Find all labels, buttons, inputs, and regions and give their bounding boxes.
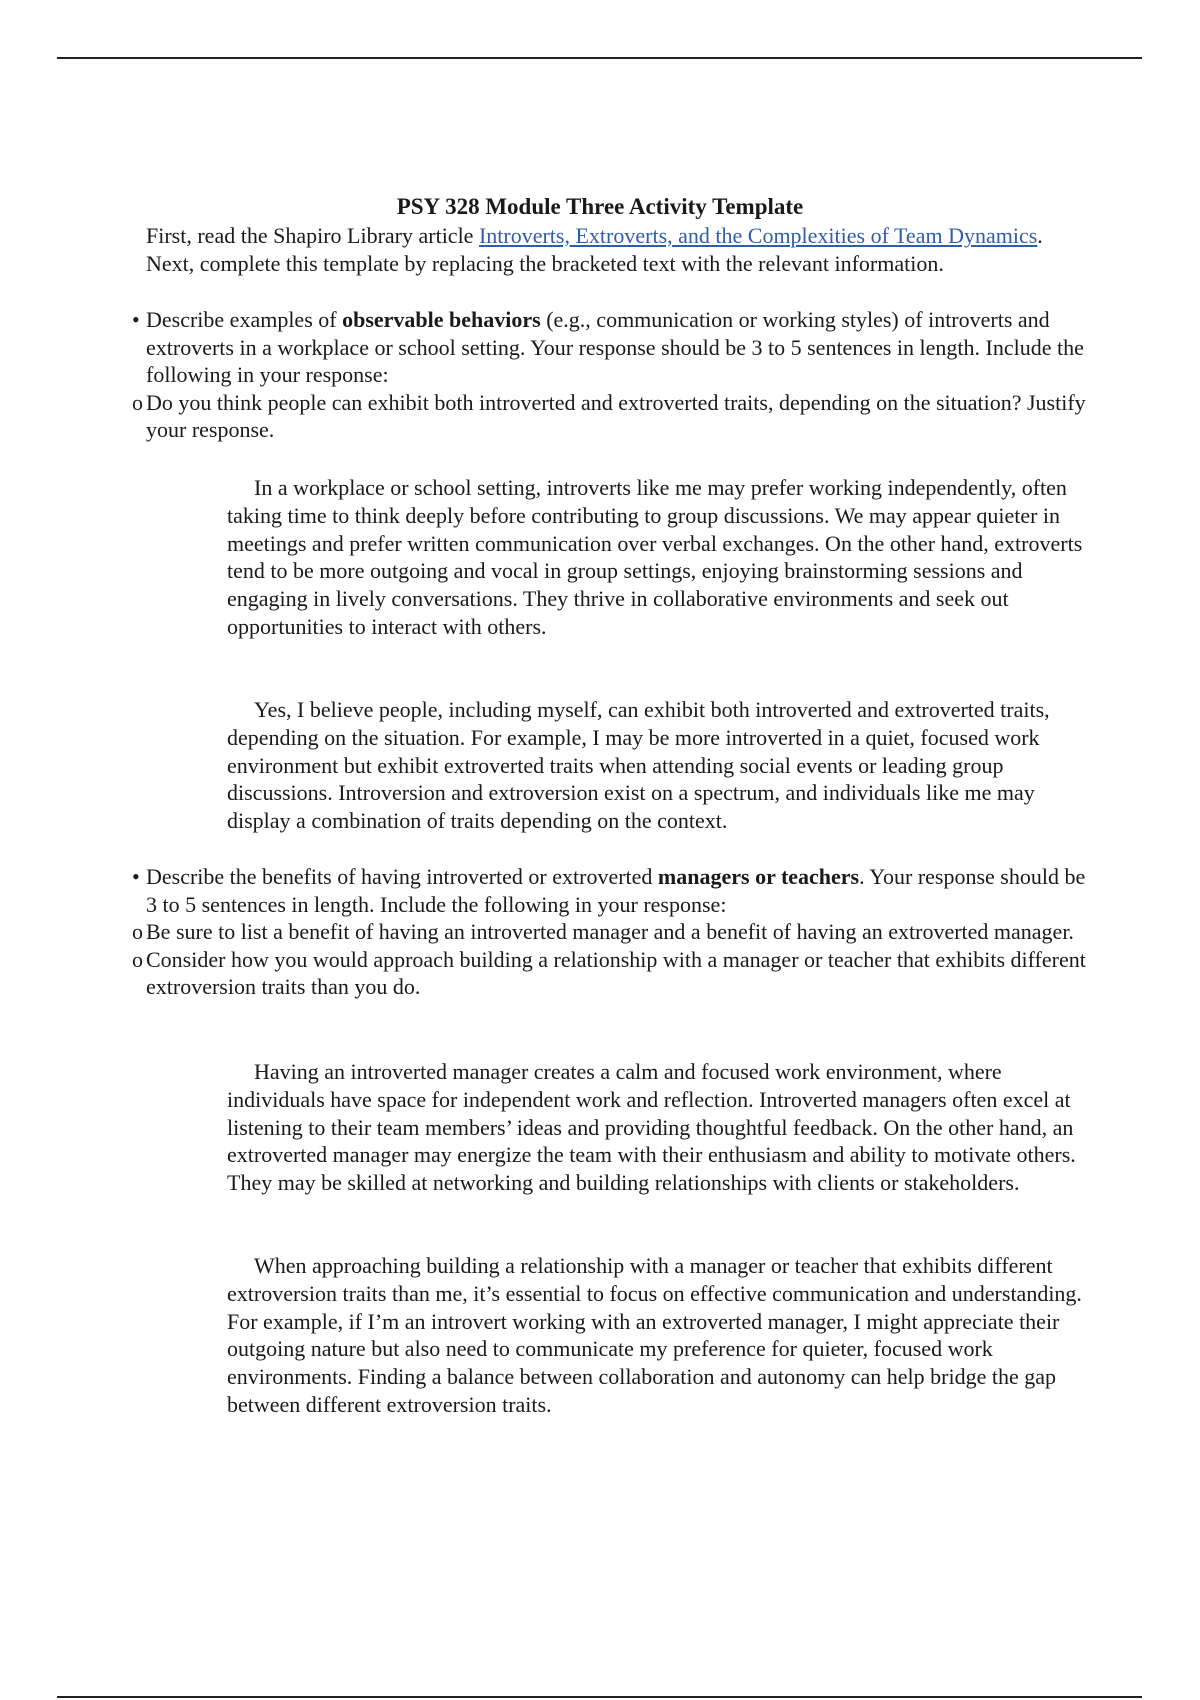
section2-answer-2: When approaching building a relationship with a manager or teacher that exhibits different extroversion traits than me, it’s essential to focus on effective communication and understanding. For example, if I’m an introvert working with an extroverted manager, I might appreciate their outgoing nature but also need to communicate my preference for quieter, focused work environments. Finding a balance between collaboration and autonomy can help bridge the gap between different extroversion traits.: [227, 1253, 1082, 1417]
bullet-marker: •: [132, 864, 140, 889]
section1-bullet-item: [117, 306, 1097, 389]
section2-sub-item-2: [117, 946, 1097, 1001]
section1-prompt: [117, 306, 1097, 444]
section2-prompt: [117, 863, 1097, 1001]
section1-answer-1: In a workplace or school setting, introverts like me may prefer working independently, often taking time to think deeply before contributing to group discussions. We may appear quieter in meetings and prefer written communication over verbal exchanges. On the other hand, extroverts tend to be more outgoing and vocal in group settings, enjoying brainstorming sessions and engaging in lively conversations. They thrive in collaborative environments and seek out opportunities to interact with others.: [227, 475, 1083, 639]
prompt-bold-text: observable behaviors: [342, 307, 541, 332]
section2-sub-item-1: [117, 918, 1097, 946]
intro-paragraph: [146, 222, 1046, 277]
prompt-text: Describe the benefits of having introverted or extroverted: [146, 864, 658, 889]
section2-answer-1: Having an introverted manager creates a calm and focused work environment, where individuals have space for independent work and reflection. Introverted managers often excel at listening to their team members’ ideas and providing thoughtful feedback. On the other hand, an extroverted manager may energize the team with their enthusiasm and ability to motivate others. They may be skilled at networking and building relationships with clients or stakeholders.: [227, 1059, 1076, 1196]
prompt-text: Describe examples of: [146, 307, 343, 332]
sub-marker: o: [132, 946, 143, 972]
intro-text-after: . Next, complete this template by replacing the bracketed text with the relevant information.: [146, 223, 1043, 276]
page-title: PSY 328 Module Three Activity Template: [396, 194, 804, 219]
sub-item-text: Do you think people can exhibit both introverted and extroverted traits, depending on the situation? Justify your response.: [146, 389, 1086, 442]
prompt-text: . Your response should be 3 to 5 sentences in length. Include the following in your response:: [146, 864, 1086, 917]
bottom-rule: [57, 1696, 1142, 1698]
section1-sub-item: [117, 389, 1097, 444]
sub-item-text: Consider how you would approach building a relationship with a manager or teacher that exhibits different extroversion traits than you do.: [146, 946, 1086, 999]
top-rule: [57, 57, 1142, 59]
section2-bullet-item: [117, 863, 1097, 918]
bullet-marker: •: [132, 307, 140, 332]
intro-text-before: First, read the Shapiro Library article: [146, 223, 479, 248]
section1-answer-2: Yes, I believe people, including myself, can exhibit both introverted and extroverted traits, depending on the situation. For example, I may be more introverted in a quiet, focused work environment but exhibit extroverted traits when attending social events or leading group discussions. Introversion and extroversion exist on a spectrum, and individuals like me may display a combination of traits depending on the context.: [227, 697, 1050, 834]
sub-item-text: Be sure to list a benefit of having an introverted manager and a benefit of having an extroverted manager.: [146, 919, 1074, 944]
sub-marker: o: [132, 389, 143, 415]
article-link[interactable]: Introverts, Extroverts, and the Complexities of Team Dynamics: [478, 223, 1038, 248]
prompt-bold-text: managers or teachers: [657, 864, 860, 889]
prompt-text: (e.g., communication or working styles) of introverts and extroverts in a workplace or school setting. Your response should be 3 to 5 sentences in length. Include the following in your response:: [146, 307, 1084, 387]
sub-marker: o: [132, 919, 143, 944]
